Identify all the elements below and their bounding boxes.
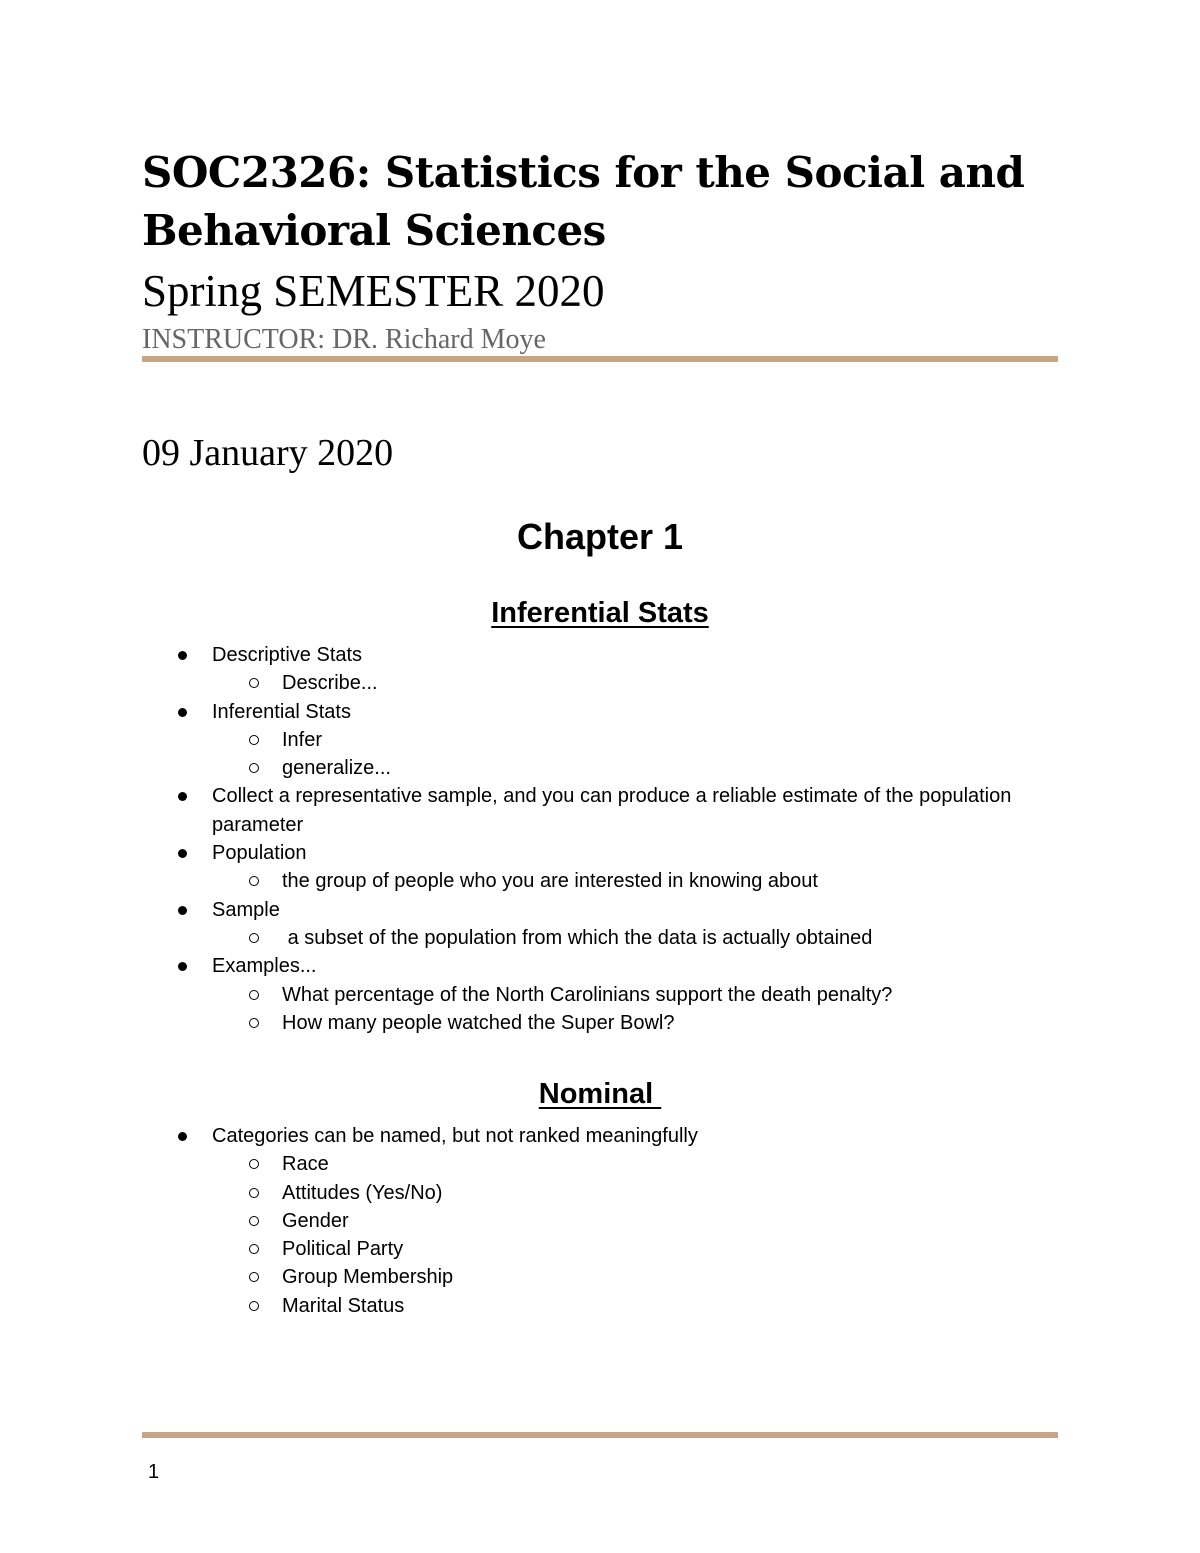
list-item-text: Categories can be named, but not ranked meaningfully — [212, 1125, 698, 1147]
bullet-icon — [178, 849, 187, 858]
sub-list-item — [142, 669, 1058, 697]
sub-list-item-text: Race — [282, 1153, 329, 1176]
section-heading-nominal: Nominal — [538, 1078, 662, 1110]
sub-list-item — [142, 1009, 1058, 1037]
bullet-icon — [178, 651, 187, 660]
list-item — [142, 896, 1058, 924]
hollow-bullet-icon — [249, 933, 259, 943]
hollow-bullet-icon — [249, 678, 259, 688]
list-item-text: Sample — [212, 898, 280, 921]
sub-list-item-text: a subset of the population from which the data is actually obtained — [282, 926, 873, 949]
sub-list-item-text: What percentage of the North Carolinians support the death penalty? — [282, 983, 893, 1006]
sub-list-item — [142, 1150, 1058, 1178]
sub-list-item-text: the group of people who you are interested in knowing about — [282, 870, 818, 893]
hollow-bullet-icon — [249, 876, 259, 886]
sub-list-item-text: Group Membership — [282, 1266, 454, 1289]
footer-divider — [142, 1432, 1058, 1438]
sub-list-item-text: Describe... — [282, 672, 378, 695]
semester-subtitle: Spring SEMESTER 2020 — [142, 266, 605, 316]
hollow-bullet-icon — [249, 1216, 259, 1226]
list-item-text: Descriptive Stats — [212, 644, 363, 666]
hollow-bullet-icon — [249, 763, 259, 773]
section-heading-inferential-stats: Inferential Stats — [491, 597, 709, 629]
header-divider — [142, 356, 1058, 362]
sub-list-item — [142, 726, 1058, 754]
hollow-bullet-icon — [249, 1244, 259, 1254]
lecture-date: 09 January 2020 — [142, 432, 394, 474]
hollow-bullet-icon — [249, 735, 259, 745]
list-item — [142, 641, 1058, 669]
bullet-icon — [178, 792, 187, 801]
sub-list-item — [142, 1207, 1058, 1235]
sub-list-item — [142, 981, 1058, 1009]
hollow-bullet-icon — [249, 1272, 259, 1282]
sub-list-item — [142, 1263, 1058, 1291]
list-item — [142, 952, 1058, 980]
bullet-icon — [178, 708, 187, 717]
list-item — [142, 1122, 1058, 1150]
list-item-text: Examples... — [212, 955, 317, 978]
course-title: SOC2326: Statistics for the Social and Behavioral Sciences — [142, 148, 1025, 255]
sub-list-item-text: Infer — [282, 728, 323, 751]
list-item — [142, 839, 1058, 867]
list-item — [142, 782, 1058, 839]
list-item-text: Population — [212, 842, 307, 865]
instructor-name: INSTRUCTOR: DR. Richard Moye — [142, 324, 546, 355]
sub-list-item — [142, 1179, 1058, 1207]
hollow-bullet-icon — [249, 1301, 259, 1311]
list-item-text: Collect a representative sample, and you can produce a reliable estimate of the population parameter — [212, 785, 1017, 836]
sub-list-item — [142, 924, 1058, 952]
nominal-list — [142, 1122, 1058, 1320]
bullet-icon — [178, 962, 187, 971]
chapter-heading: Chapter 1 — [516, 516, 684, 557]
sub-list-item — [142, 1235, 1058, 1263]
bullet-icon — [178, 906, 187, 915]
sub-list-item-text: generalize... — [282, 757, 391, 780]
sub-list-item — [142, 754, 1058, 782]
sub-list-item-text: Gender — [282, 1209, 349, 1232]
hollow-bullet-icon — [249, 1188, 259, 1198]
page-number: 1 — [148, 1461, 160, 1483]
sub-list-item — [142, 1292, 1058, 1320]
sub-list-item-text: Attitudes (Yes/No) — [282, 1181, 443, 1204]
bullet-icon — [178, 1132, 187, 1141]
list-item-text: Inferential Stats — [212, 700, 351, 723]
sub-list-item-text: Political Party — [282, 1238, 404, 1261]
sub-list-item-text: How many people watched the Super Bowl? — [282, 1011, 675, 1034]
hollow-bullet-icon — [249, 1018, 259, 1028]
hollow-bullet-icon — [249, 1159, 259, 1169]
sub-list-item — [142, 867, 1058, 895]
inferential-stats-list — [142, 641, 1058, 1037]
sub-list-item-text: Marital Status — [282, 1294, 405, 1317]
list-item — [142, 698, 1058, 726]
hollow-bullet-icon — [249, 990, 259, 1000]
